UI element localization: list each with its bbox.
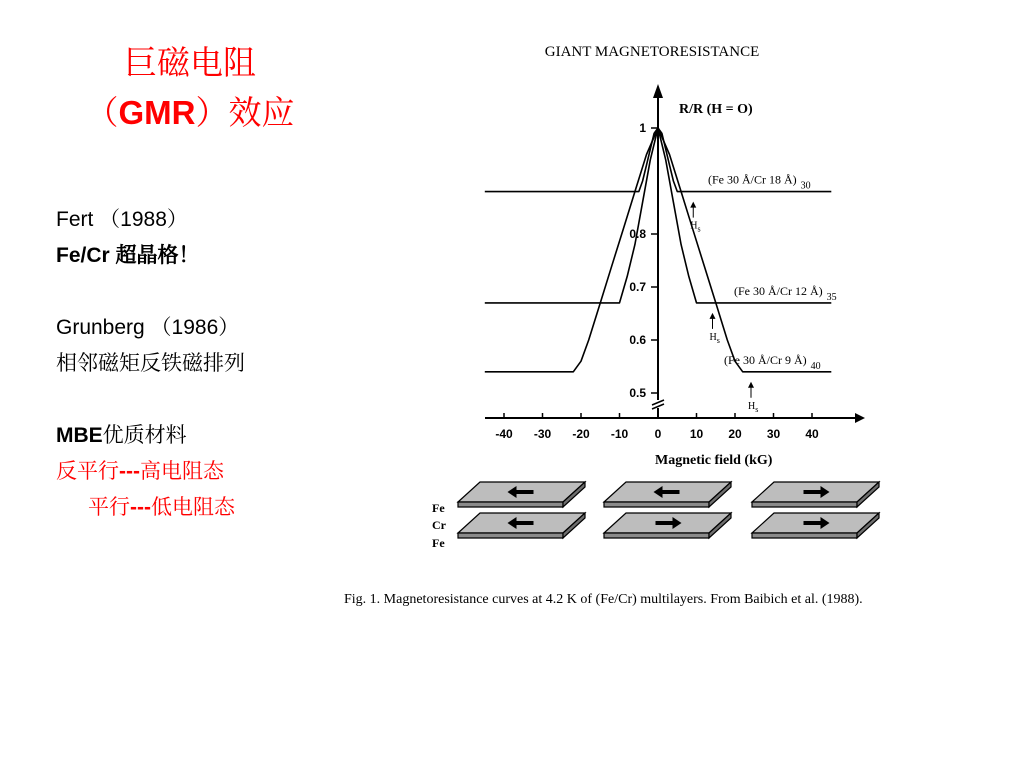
series-label-2: (Fe 30 Å/Cr 12 Å) $_{35}$: [734, 283, 837, 303]
figure-heading: GIANT MAGNETORESISTANCE: [544, 44, 760, 60]
y-tick-label: 0.6: [629, 333, 646, 347]
x-tick-label: 30: [766, 427, 781, 441]
bottom-fe-layer: [458, 513, 585, 538]
hs-arrowhead-icon: [748, 382, 754, 388]
slab-front-face: [458, 533, 563, 538]
figure-caption: Fig. 1. Magnetoresistance curves at 4.2 K of (Fe/Cr) multilayers. From Baibich et al. (1988).: [344, 592, 863, 607]
note-antiparallel-dash: ---: [119, 460, 140, 483]
slab-front-face: [604, 502, 709, 507]
x-tick-label: 0: [654, 427, 662, 441]
x-axis-label: Magnetic field (kG): [655, 453, 773, 468]
hs-label: $H_s$: [748, 400, 759, 414]
hs-label: $H_s$: [690, 220, 701, 234]
top-fe-layer: [604, 482, 731, 507]
layer-label: Fe: [432, 501, 445, 515]
note-antiparallel-a: 反平行: [56, 460, 119, 483]
note-fecr-bold: Fe/Cr: [56, 244, 110, 267]
note-antiparallel-b: 高电阻态: [139, 460, 224, 483]
y-axis-arrow-icon: [653, 84, 663, 98]
x-tick-label: 40: [805, 427, 819, 441]
slab-front-face: [752, 502, 857, 507]
top-fe-layer: [752, 482, 879, 507]
layer-label: Fe: [432, 536, 445, 550]
slab-front-face: [604, 533, 709, 538]
x-axis-arrow-icon: [855, 413, 865, 423]
note-fecr-rest: 超晶格！: [109, 244, 200, 267]
x-tick-label: 20: [728, 427, 742, 441]
layer-label: Cr: [432, 518, 446, 532]
slab-front-face: [458, 502, 563, 507]
note-grunberg: Grunberg （1986）: [56, 316, 240, 339]
hs-arrowhead-icon: [690, 202, 696, 208]
series-label-3: (Fe 30 Å/Cr 9 Å) $_{40}$: [724, 352, 821, 372]
top-fe-layer: [458, 482, 585, 507]
magnetoresistance-chart: [485, 84, 865, 468]
note-mbe-rest: 优质材料: [102, 424, 187, 447]
y-tick-label: 0.5: [629, 386, 646, 400]
note-parallel-b: 低电阻态: [150, 496, 235, 519]
trilayer-diagrams: [432, 482, 879, 550]
series-label-1: (Fe 30 Å/Cr 18 Å) $_{30}$: [708, 172, 811, 192]
title-paren-open: （: [85, 93, 119, 132]
note-fert: Fert （1988）: [56, 208, 188, 231]
title-line-1: 巨磁电阻: [124, 43, 256, 82]
x-tick-label: -10: [610, 427, 629, 441]
note-parallel-dash: ---: [130, 496, 151, 519]
y-tick-label: 1: [639, 121, 646, 135]
slab-front-face: [752, 533, 857, 538]
hs-label: $H_s$: [709, 331, 720, 345]
y-tick-label: 0.7: [629, 280, 646, 294]
note-parallel-a: 平行: [88, 496, 130, 519]
y-tick-label: 0.8: [629, 227, 646, 241]
x-tick-label: -30: [533, 427, 552, 441]
title-paren-close: ）效应: [195, 93, 295, 132]
title-abbr: GMR: [118, 94, 196, 131]
note-afm: 相邻磁矩反铁磁排列: [56, 352, 245, 375]
x-tick-label: 10: [689, 427, 704, 441]
y-axis-label: R/R (H = O): [679, 102, 753, 117]
x-tick-label: -40: [495, 427, 513, 441]
hs-arrowhead-icon: [710, 313, 716, 319]
x-tick-label: -20: [572, 427, 590, 441]
note-mbe-bold: MBE: [56, 424, 103, 447]
bottom-fe-layer: [604, 513, 731, 538]
bottom-fe-layer: [752, 513, 879, 538]
